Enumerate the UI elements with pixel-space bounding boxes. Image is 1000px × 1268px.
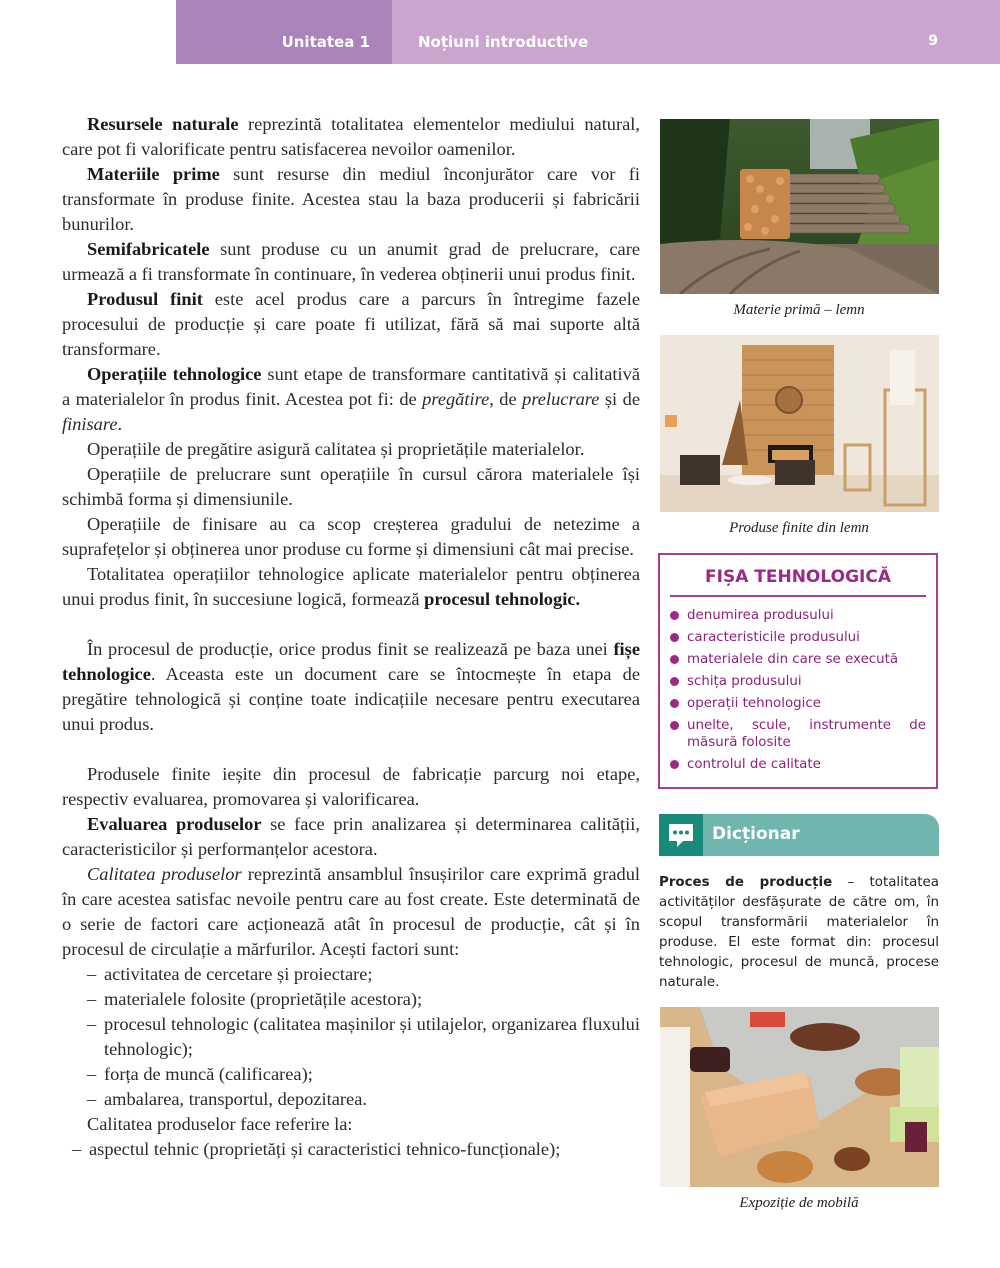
term: Materiile prime — [87, 164, 220, 184]
paragraph-finisare: Operațiile de finisare au ca scop creșterea gradului de netezime a suprafețelor și obținerea unor produse cu forme și dimensiuni cât mai precise. — [62, 514, 640, 559]
speech-bubble-icon — [659, 814, 703, 856]
paragraph-materii-prime: Materiile prime sunt resurse din mediul înconjurător care vor fi transformate în produse finite. Acestea stau la baza producerii și fabricării bunurilor. — [62, 164, 640, 234]
dictionary-header — [659, 814, 939, 856]
list-item: – forța de muncă (calificarea); — [87, 1064, 313, 1084]
photo-caption: Expoziție de mobilă — [739, 1195, 859, 1211]
term: Proces de producție — [659, 875, 833, 890]
photo-caption: Materie primă – lemn — [733, 302, 865, 318]
paragraph-semifabricate: Semifabricatele sunt produse cu un anumit grad de prelucrare, care urmează a fi transformate în continuare, în vederea obținerii unui produs finit. — [62, 239, 640, 284]
paragraph-calitate: Calitatea produselor reprezintă ansamblul însușirilor care exprimă gradul în care acestea satisfac nevoile pentru care au fost create. Este determinată de o serie de factori care acționează atât în procesul de producție, cât și în procesul de circulație a mărfurilor. Acești factori sunt: — [62, 864, 641, 959]
paragraph-fisa-tehnologica: În procesul de producție, orice produs finit se realizează pe baza unei fișe tehnologice. Aceasta este un document care se întocmește în etapa de pregătire tehnologică și conține toate indicațiile necesare pentru executarea unui produs. — [62, 639, 640, 734]
quality-aspects-list — [62, 1137, 640, 1162]
paragraph-etape: Produsele finite ieșite din procesul de fabricație parcurg noi etape, respectiv evaluarea, promovarea și valorificarea. — [62, 764, 640, 809]
fisa-tehnologica-box — [658, 553, 938, 789]
paragraph-pregatire: Operațiile de pregătire asigură calitatea și proprietățile materialelor. — [87, 439, 585, 459]
chapter-title: Noțiuni introductive — [418, 33, 589, 51]
list-item: schița produsului — [670, 673, 926, 690]
paragraph-evaluare: Evaluarea produselor se face prin analizarea și determinarea calității, caracteristicilor și performanțelor acestora. — [62, 814, 640, 859]
paragraph-referire: Calitatea produselor face referire la: — [87, 1114, 353, 1134]
bullet-icon — [670, 677, 679, 686]
bullet-icon — [670, 611, 679, 620]
bullet-icon — [670, 633, 679, 642]
fisa-title: FIȘA TEHNOLOGICĂ — [705, 567, 891, 587]
list-item: operații tehnologice — [670, 695, 926, 712]
paragraph-prelucrare: Operațiile de prelucrare sunt operațiile în cursul cărora materialele își schimbă forma și dimensiunile. — [62, 464, 640, 509]
unit-label-box — [176, 0, 392, 64]
list-item: – ambalarea, transportul, depozitarea. — [87, 1089, 367, 1109]
log-pile-photo — [660, 119, 939, 294]
list-item: – materialele folosite (proprietățile acestora); — [87, 989, 423, 1009]
term: Produsul finit — [87, 289, 203, 309]
divider — [670, 595, 926, 597]
unit-label: Unitatea 1 — [281, 33, 370, 51]
bullet-icon — [670, 721, 679, 730]
bullet-icon — [670, 760, 679, 769]
list-item: controlul de calitate — [670, 756, 926, 773]
paragraph-produs-finit: Produsul finit este acel produs care a parcurs în întregime fazele procesului de producție și care poate fi utilizat, fără să mai suporte altă transformare. — [62, 289, 640, 359]
term: procesul tehnologic. — [424, 589, 581, 609]
page-number: 9 — [928, 33, 938, 49]
list-item: – procesul tehnologic (calitatea mașinilor și utilajelor, organizarea fluxului tehnologic); — [87, 1014, 640, 1059]
fisa-list — [660, 607, 936, 773]
list-item: denumirea produsului — [670, 607, 926, 624]
bullet-icon — [670, 655, 679, 664]
page-header — [176, 0, 1000, 64]
term: Evaluarea produselor — [87, 814, 262, 834]
furniture-showroom-photo — [660, 1007, 939, 1187]
term: Semifabricatele — [87, 239, 210, 259]
list-item: – aspectul tehnic (proprietăți și caracteristici tehnico-funcționale); — [72, 1139, 561, 1159]
paragraph-proces-tehnologic: Totalitatea operațiilor tehnologice aplicate materialelor pentru obținerea unui produs finit, în succesiune logică, formează procesul tehnologic. — [62, 564, 640, 609]
dictionary-definition: Proces de producție – totalitatea activităților desfășurate de către om, în scopul transformării materialelor în produse. El este format din: procesul tehnologic, procesul de muncă, procese naturale. — [659, 875, 939, 990]
factors-list — [62, 962, 640, 1112]
paragraph-resurse-naturale: Resursele naturale reprezintă totalitatea elementelor mediului natural, care pot fi valorificate pentru satisfacerea nevoilor oamenilor. — [62, 114, 640, 159]
term: Operațiile tehnologice — [87, 364, 262, 384]
wooden-interior-photo — [660, 335, 939, 512]
paragraph-operatii-tehnologice: Operațiile tehnologice sunt etape de transformare cantitativă și calitativă a materialelor în produs finit. Acestea pot fi: de pregătire, de prelucrare și de finisare. — [62, 364, 641, 434]
main-text-column — [62, 112, 640, 1162]
dictionary-title: Dicționar — [712, 824, 800, 844]
term: fișe tehnologice — [62, 639, 640, 684]
list-item: materialele din care se execută — [670, 651, 926, 668]
photo-caption: Produse finite din lemn — [729, 520, 869, 536]
term: Resursele naturale — [87, 114, 239, 134]
bullet-icon — [670, 699, 679, 708]
list-item: unelte, scule, instrumente de măsură folosite — [670, 717, 926, 751]
list-item: – activitatea de cercetare și proiectare; — [87, 964, 373, 984]
list-item: caracteristicile produsului — [670, 629, 926, 646]
